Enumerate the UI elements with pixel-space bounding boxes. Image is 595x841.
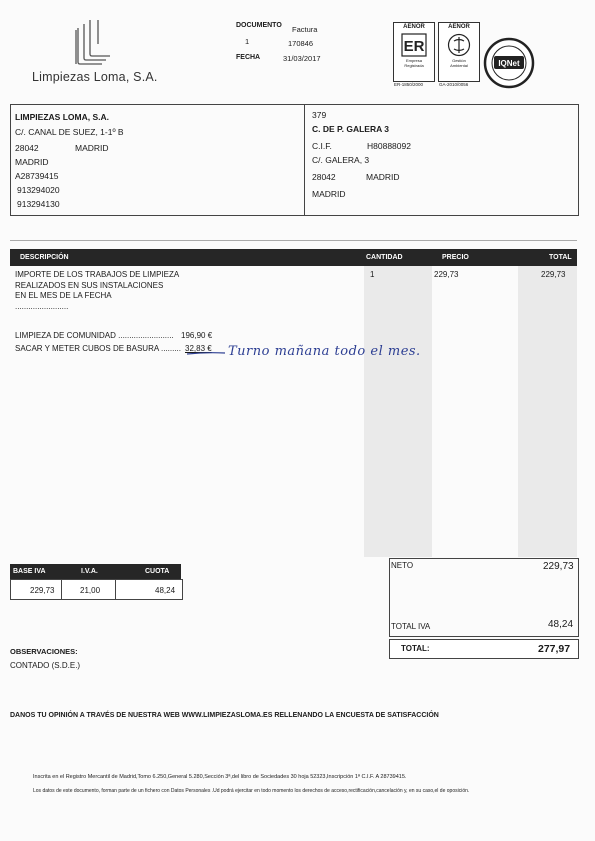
aenor-1-sub2: Registrada: [404, 63, 424, 68]
seller-cif: A28739415: [15, 171, 59, 181]
item-desc-line: ........................: [15, 301, 69, 311]
client-city: MADRID: [366, 172, 400, 182]
header-cuota: CUOTA: [145, 568, 170, 575]
aenor-1-sub1: Empresa: [405, 58, 422, 63]
seller-fax: 913294130: [17, 199, 60, 209]
svg-text:ER: ER: [403, 38, 425, 55]
seller-phone: 913294020: [17, 185, 60, 195]
quantity-column-shade: [364, 266, 432, 557]
seller-name: LIMPIEZAS LOMA, S.A.: [15, 112, 109, 122]
header-description: DESCRIPCIÓN: [20, 254, 69, 261]
aenor-2-code: GA-2010/0056: [439, 82, 469, 87]
handwritten-dash-icon: [186, 350, 226, 356]
client-code: 379: [312, 110, 327, 120]
seller-city: MADRID: [75, 143, 109, 153]
total-column-shade: [518, 266, 577, 557]
breakdown-label: LIMPIEZA DE COMUNIDAD .........................: [15, 331, 174, 340]
item-desc-line: REALIZADOS EN SUS INSTALACIONES: [15, 280, 164, 290]
client-province: MADRID: [312, 189, 346, 199]
er-mark-icon: [401, 33, 427, 57]
aenor-2-label: AENOR: [448, 24, 470, 30]
tax-base-value: 229,73: [30, 586, 55, 595]
client-name: C. DE P. GALERA 3: [312, 124, 389, 134]
total-iva-value: 48,24: [548, 619, 574, 630]
item-total: 229,73: [541, 270, 566, 279]
breakdown-amount: 196,90 €: [181, 331, 213, 340]
table-top-line: [10, 240, 577, 241]
tax-cuota-value: 48,24: [155, 586, 176, 595]
total-value: 277,97: [538, 643, 571, 655]
document-number-prefix: 1: [245, 37, 250, 46]
registry-footer: Inscrita en el Registro Mercantil de Madrid,Tomo 6.250,General 5.280,Sección 3ª,del libro de Sociedades 30 hoja 52323,Inscripción 1ª C.I.F. A 28739415.: [33, 774, 407, 780]
total-iva-label: TOTAL IVA: [391, 622, 431, 631]
items-table-header: [10, 249, 577, 266]
client-postal: 28042: [312, 172, 336, 182]
aenor-empresa-registrada-cert: [393, 22, 435, 87]
fecha-label: FECHA: [236, 54, 261, 61]
iqnet-seal-icon: [483, 37, 535, 89]
company-logo-icon: [68, 18, 114, 66]
breakdown-amount: 32,83 €: [185, 344, 212, 353]
observations-text: CONTADO (S.D.E.): [10, 661, 81, 670]
client-cif: H80888092: [367, 141, 411, 151]
aenor-1-code: ER-1850/2000: [394, 82, 424, 87]
header-quantity: CANTIDAD: [366, 254, 403, 261]
address-divider: [304, 104, 305, 215]
document-type: Factura: [292, 25, 318, 34]
header-price: PRECIO: [442, 254, 469, 261]
seller-postal: 28042: [15, 143, 39, 153]
ga-mark-icon: [446, 33, 472, 57]
document-date: 31/03/2017: [283, 54, 321, 63]
neto-value: 229,73: [543, 561, 574, 572]
seller-street: C/. CANAL DE SUEZ, 1-1º B: [15, 127, 124, 137]
aenor-2-sub1: Gestión: [452, 58, 466, 63]
tax-iva-value: 21,00: [80, 586, 101, 595]
tax-separator: [115, 579, 116, 599]
aenor-1-label: AENOR: [403, 24, 425, 30]
privacy-footer: Los datos de este documento, forman parte de un fichero con Datos Personales .Ud podrá ejercitar en todo momento los derechos de acceso,rectificación,cancelación y, en su caso,el de oposición.: [33, 788, 470, 794]
handwritten-note: Turno mañana todo el mes.: [228, 344, 421, 359]
tax-table-header: [10, 564, 181, 579]
iqnet-label: IQNet: [498, 59, 520, 68]
company-name: Limpiezas Loma, S.A.: [32, 70, 158, 84]
header-total: TOTAL: [549, 254, 572, 261]
item-desc-line: EN EL MES DE LA FECHA: [15, 291, 112, 300]
document-number: 170846: [288, 39, 314, 48]
client-street: C/. GALERA, 3: [312, 155, 370, 165]
client-cif-label: C.I.F.: [312, 141, 332, 151]
item-desc-line: IMPORTE DE LOS TRABAJOS DE LIMPIEZA: [15, 270, 180, 279]
item-quantity: 1: [370, 270, 375, 279]
tax-separator: [61, 579, 62, 599]
header-iva: I.V.A.: [81, 568, 98, 575]
aenor-2-sub2: Ambiental: [450, 63, 468, 68]
documento-label: DOCUMENTO: [236, 22, 282, 29]
survey-message: DANOS TU OPINIÓN A TRAVÉS DE NUESTRA WEB WWW.LIMPIEZASLOMA.ES RELLENANDO LA ENCUESTA DE SATISFACCIÓN: [10, 712, 439, 719]
neto-label: NETO: [391, 561, 414, 570]
item-price: 229,73: [434, 270, 459, 279]
seller-province: MADRID: [15, 157, 49, 167]
observations-label: OBSERVACIONES:: [10, 647, 78, 656]
item-description: [15, 270, 179, 312]
total-label: TOTAL:: [401, 644, 430, 653]
header-base-iva: BASE IVA: [13, 568, 46, 575]
aenor-gestion-ambiental-cert: [438, 22, 480, 87]
breakdown-label: SACAR Y METER CUBOS DE BASURA .........: [15, 344, 181, 353]
